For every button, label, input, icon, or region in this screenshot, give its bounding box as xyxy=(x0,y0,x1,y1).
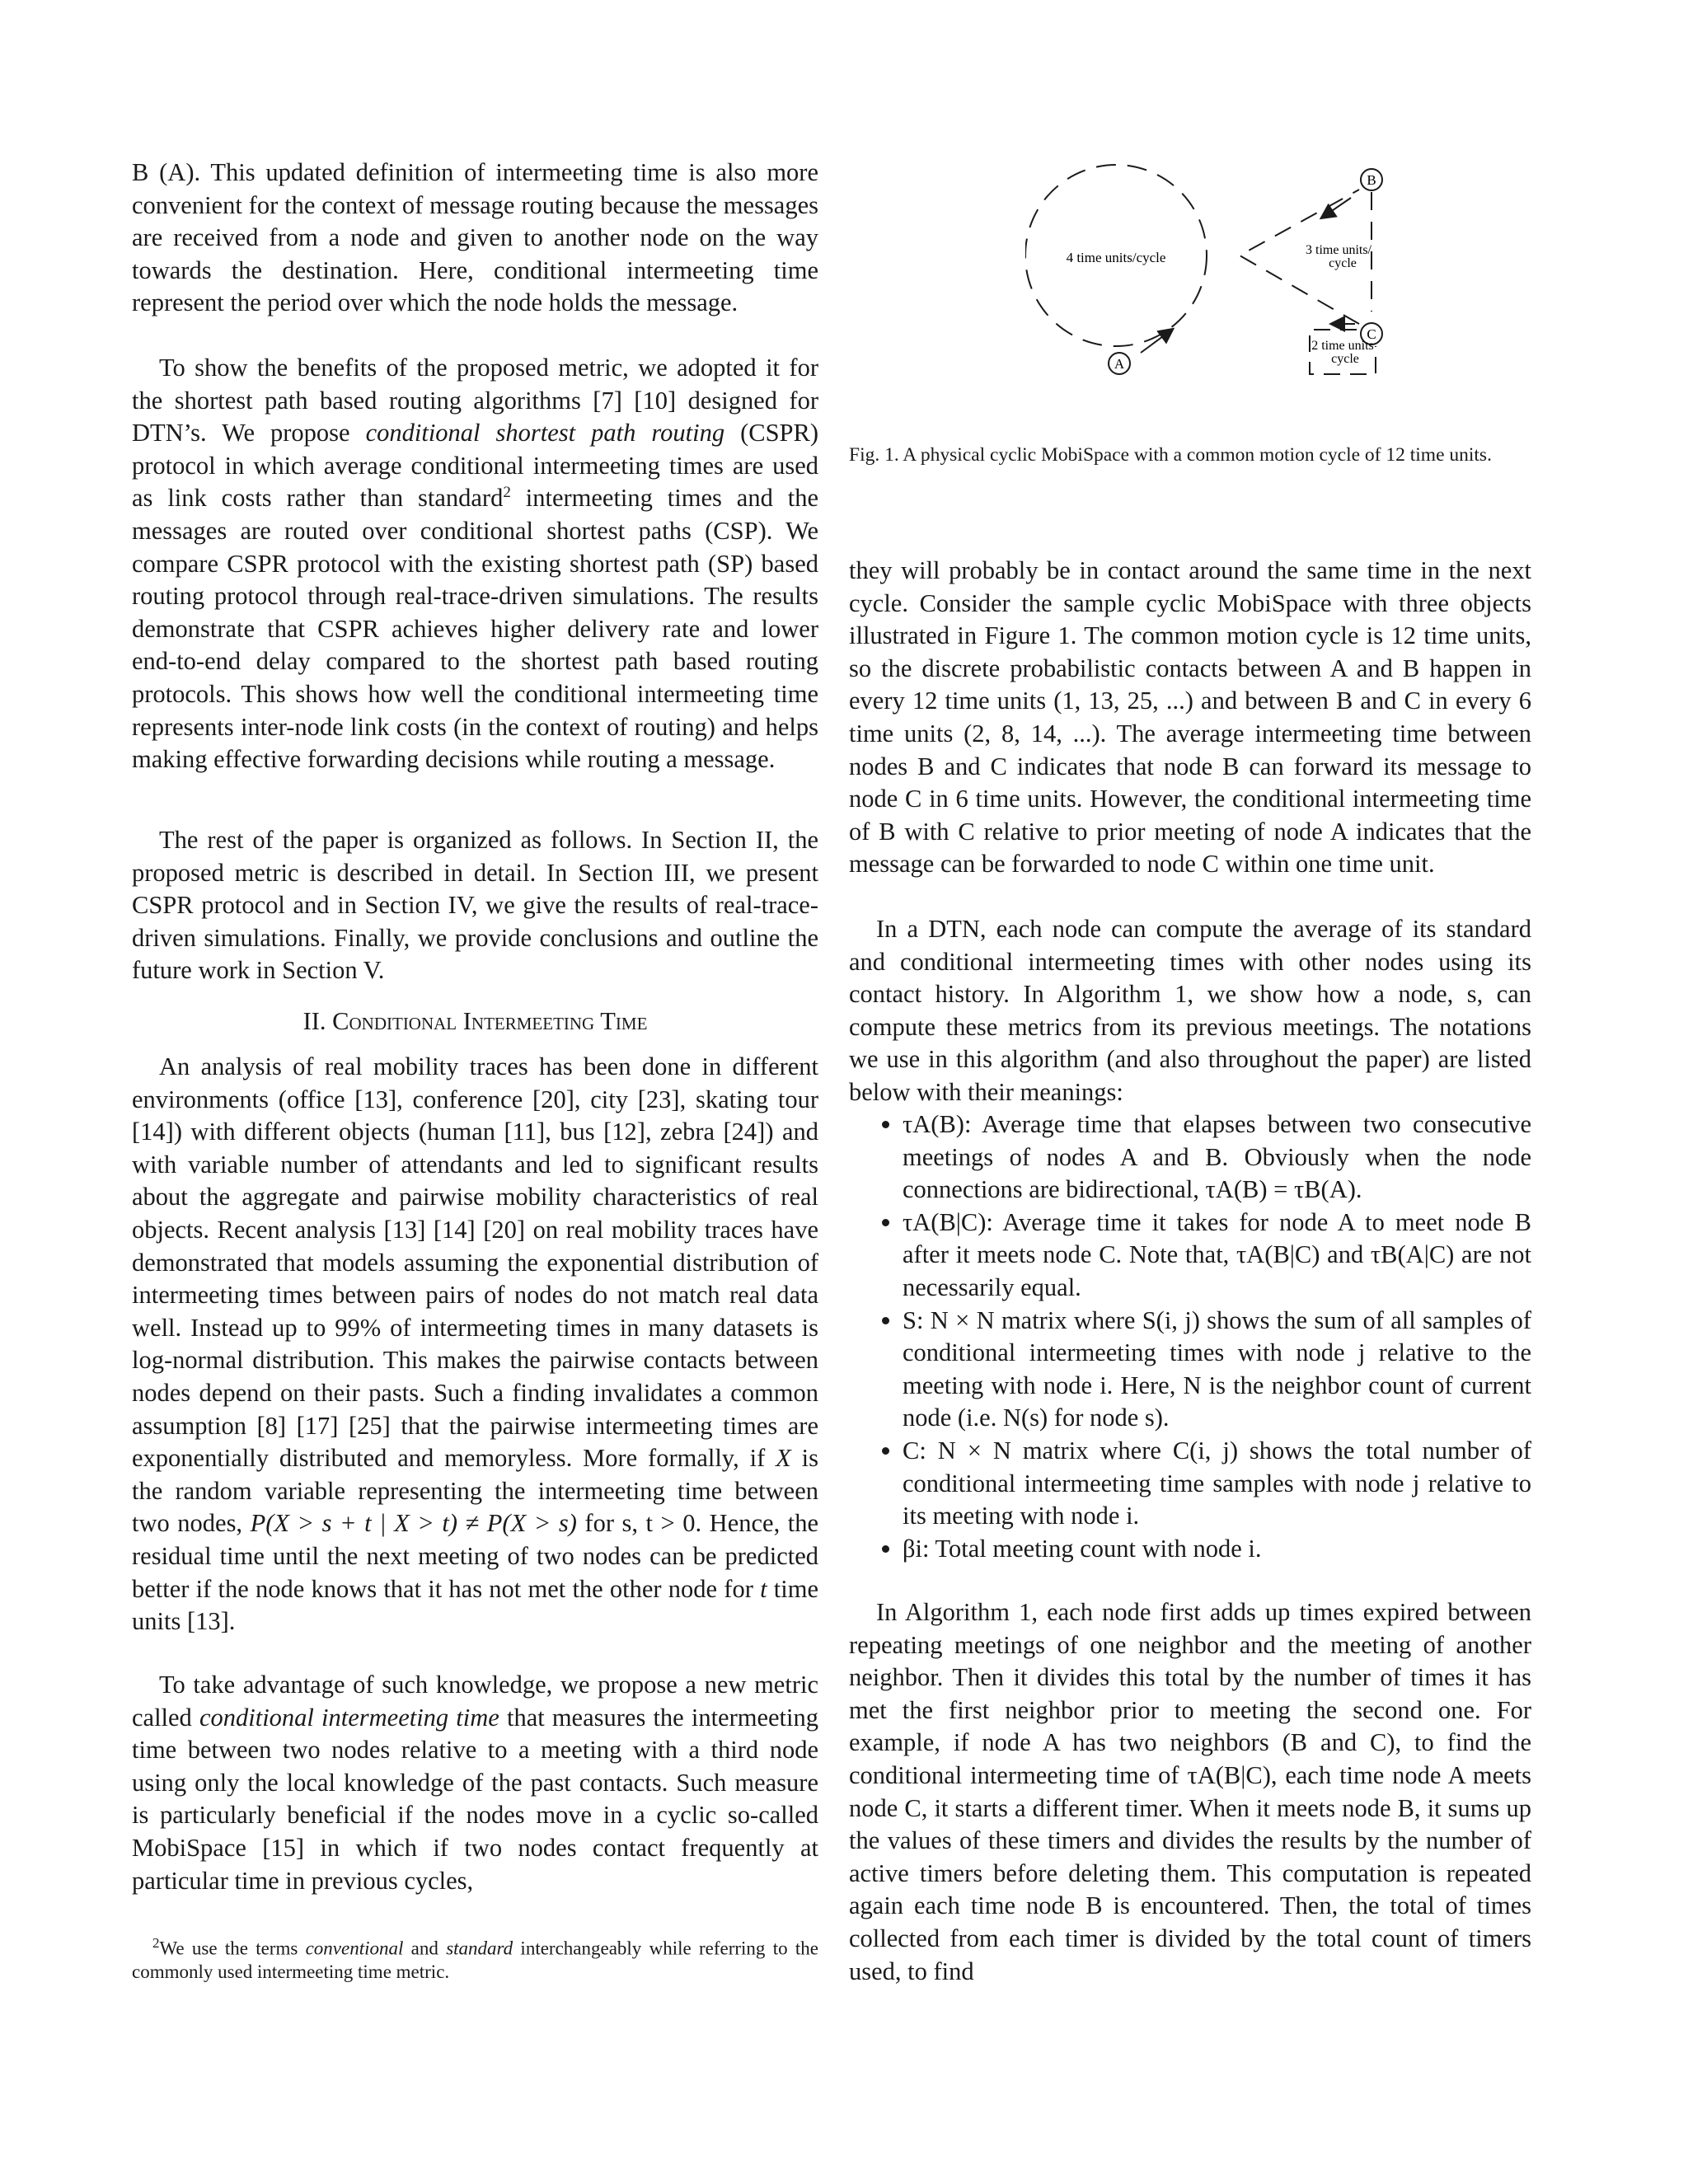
figure-caption: Fig. 1. A physical cyclic MobiSpace with a common motion cycle of 12 time units. xyxy=(849,444,1492,466)
c-cycle-label-1: 2 time units xyxy=(1311,339,1374,353)
paragraph-dtn: In a DTN, each node can compute the average of its standard and conditional intermeeting times with other nodes using its contact history. In Algorithm 1, we show how a node, s, can compute these metrics from its previous meetings. The notations we use in this algorithm (and also throughout the paper) are listed below with their meanings: xyxy=(849,915,1531,1106)
bc-cycle-label-1: 3 time units/ xyxy=(1306,243,1372,257)
circle-cycle-label: 4 time units/cycle xyxy=(1066,250,1166,265)
notation-item: • S: N × N matrix where S(i, j) shows the sum of all samples of conditional intermeeting times with node j relative to the meeting with node i. Here, N is the neighbor count of current node (i.e. N(s) for node s). xyxy=(903,1305,1531,1435)
node-b-label: B xyxy=(1367,172,1376,188)
paragraph-example: they will probably be in contact around the same time in the next cycle. Consider the sample cyclic MobiSpace with three objects illustrated in Figure 1. The common motion cycle is 12 time units, so the discrete probabilistic contacts between A and B happen in every 12 time units (1, 13, 25, ...) and between B and C in every 6 time units (2, 8, 14, ...). The average intermeeting time between nodes B and C indicates that node B can forward its message to node C in 6 time units. However, the conditional intermeeting time of B with C relative to prior meeting of node A indicates that the message can be forwarded to node C within one time unit. xyxy=(849,556,1531,879)
arrow-b xyxy=(1322,198,1351,218)
footnote: $^2$We use the terms conventional and standard interchangeably while referring to the commonly used intermeeting time metric. xyxy=(132,1935,818,1982)
paragraph-organization: The rest of the paper is organized as follows. In Section II, the proposed metric is described in detail. In Section III, we present CSPR protocol and in Section IV, we give the results of real-trace-driven simulations. Finally, we provide conclusions and outline the future work in Section V. xyxy=(132,826,818,985)
node-c-label: C xyxy=(1367,326,1376,342)
notation-item: • C: N × N matrix where C(i, j) shows the total number of conditional intermeeting time samples with node j relative to its meeting with node i. xyxy=(903,1435,1531,1533)
paragraph-advantage: To take advantage of such knowledge, we propose a new metric called conditional intermeeting time that measures the intermeeting time between two nodes relative to a meeting with a third node using only the local knowledge of the past contacts. Such measure is particularly beneficial if the nodes move in a cyclic so-called MobiSpace [15] in which if two nodes contact frequently at particular time in previous cycles, xyxy=(132,1671,818,1895)
c-cycle-label-2: cycle xyxy=(1331,352,1359,366)
bc-cycle-label-2: cycle xyxy=(1329,256,1357,270)
notation-item: • τA(B): Average time that elapses between two consecutive meetings of nodes A and B. Obviously when the node connections are bidirectional, τA(B) = τB(A). xyxy=(903,1108,1531,1207)
notation-item: • τA(B|C): Average time it takes for node A to meet node B after it meets node C. Note that, τA(B|C) and τB(A|C) are not necessarily equal. xyxy=(903,1207,1531,1305)
notation-list xyxy=(849,1108,1531,1565)
mobispace-figure xyxy=(1025,155,1404,394)
paragraph-benefits: To show the benefits of the proposed metric, we adopted it for the shortest path based routing algorithms [7] [10] designed for DTN’s. We propose conditional shortest path routing (CSPR) protocol in which average conditional intermeeting times are used as link costs rather than standard$^2$ intermeeting times and the messages are routed over conditional shortest paths (CSP). We compare CSPR protocol with the existing shortest path (SP) based routing protocol through real-trace-driven simulations. The results demonstrate that CSPR achieves higher delivery rate and lower end-to-end delay compared to the shortest path based routing protocols. This shows how well the conditional intermeeting time represents inter-node link costs (in the context of routing) and helps making effective forwarding decisions while routing a message. xyxy=(132,354,818,774)
section-heading: II. Conditional Intermeeting Time xyxy=(302,1007,648,1035)
paragraph-intro-end: B (A). This updated definition of intermeeting time is also more convenient for the context of message routing because the messages are received from a node and given to another node on the way towards the destination. Here, conditional intermeeting time represent the period over which the node holds the message. xyxy=(132,158,818,317)
node-a-label: A xyxy=(1114,356,1125,372)
notation-item: • βi: Total meeting count with node i. xyxy=(903,1533,1531,1566)
paragraph-analysis: An analysis of real mobility traces has been done in different environments (office [13], conference [20], city [23], skating tour [14]) with different objects (human [11], bus [12], zebra [24]) and with variable number of attendants and led to significant results about the aggregate and pairwise mobility characteristics of real objects. Recent analysis [13] [14] [20] on real mobility traces have demonstrated that models assuming the exponential distribution of intermeeting times between pairs of nodes do not match real data well. Instead up to 99% of intermeeting times in many datasets is log-normal distribution. This makes the pairwise contacts between nodes depend on their pasts. Such a finding invalidates a common assumption [8] [17] [25] that the pairwise intermeeting times are exponentially distributed and memoryless. More formally, if X is the random variable representing the intermeeting time between two nodes, P(X > s + t | X > t) ≠ P(X > s) for s, t > 0. Hence, the residual time until the next meeting of two nodes can be predicted better if the node knows that it has not met the other node for t time units [13]. xyxy=(132,1052,818,1636)
paragraph-algorithm: In Algorithm 1, each node first adds up times expired between repeating meetings of one neighbor and the meeting of another neighbor. Then it divides this total by the number of times it has met the first neighbor prior to meeting the second one. For example, if node A has two neighbors (B and C), to find the conditional intermeeting time of τA(B|C), each time node A meets node C, it starts a different timer. When it meets node B, it sums up the values of these timers and divides the results by the number of active timers before deleting them. This computation is repeated again each time node B is encountered. Then, the total of times collected from each timer is divided by the total count of timers used, to find xyxy=(849,1598,1531,1985)
